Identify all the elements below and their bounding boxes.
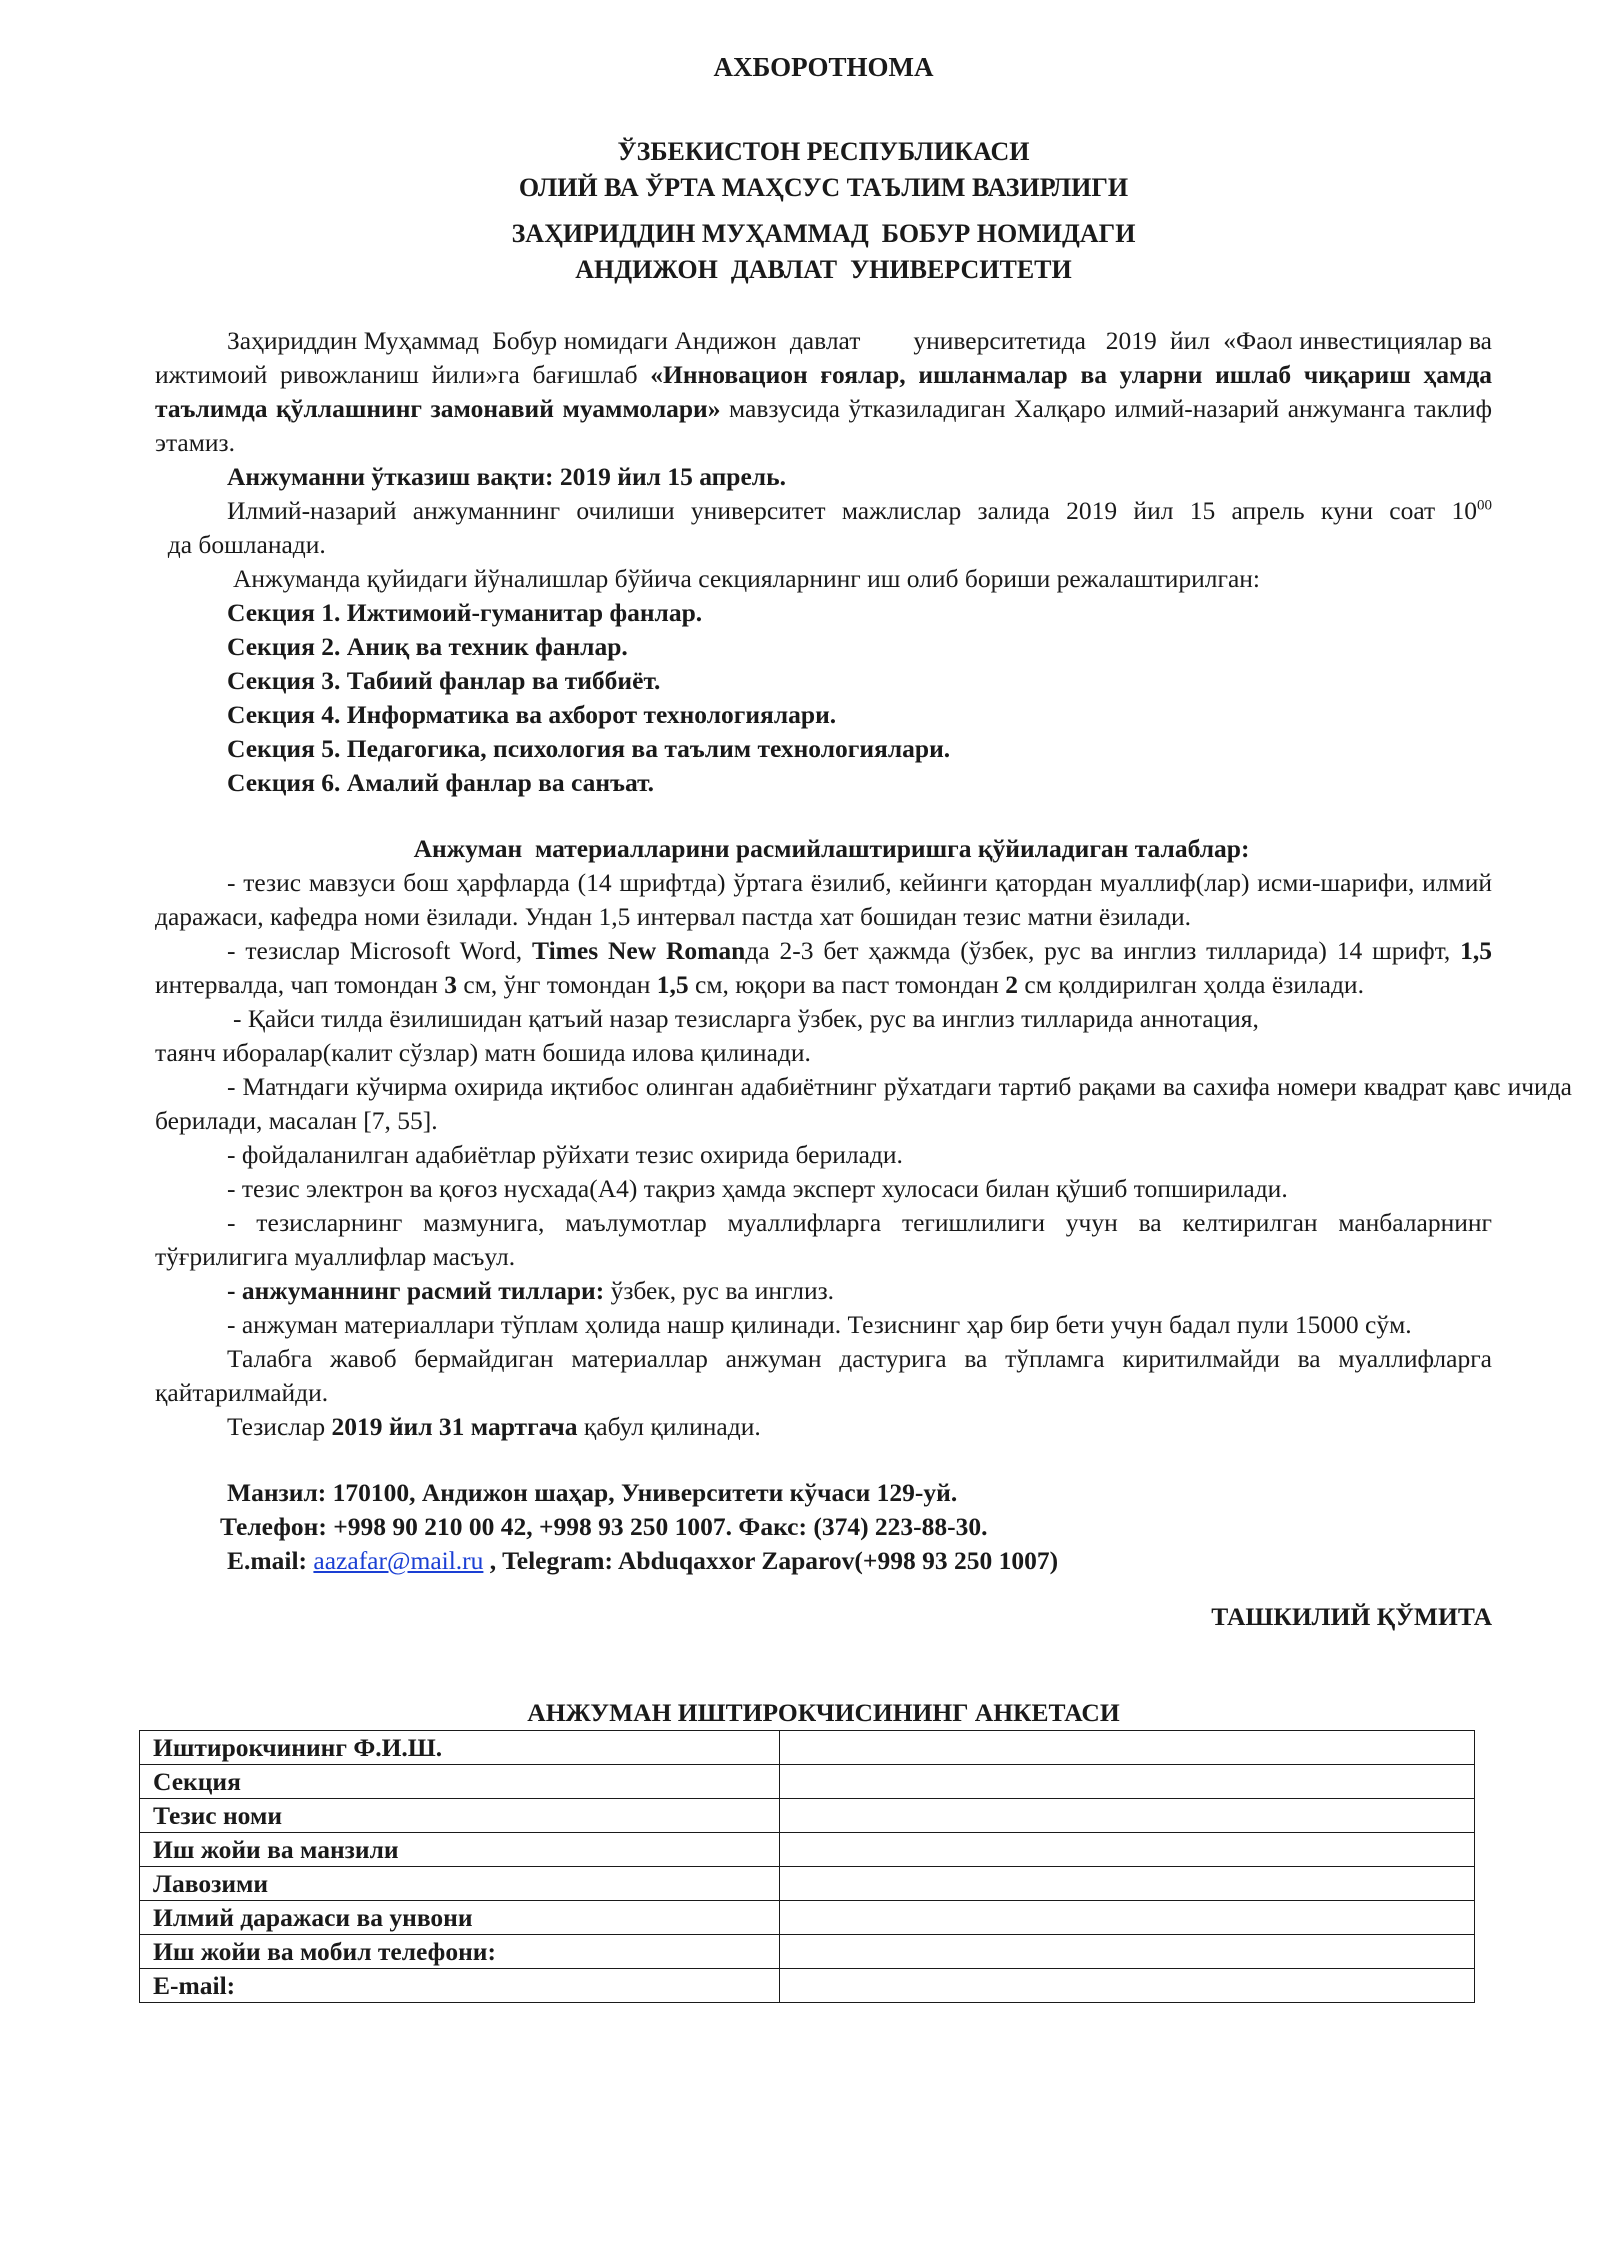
opening-text-end: да бошланади. (155, 530, 326, 559)
intro-text: Заҳириддин Муҳаммад Бобур номидаги Андижон давлат университетида 2019 йил «Фаол инвестициялар ва ижтимоий ривожланиш йили»га бағишлаб (155, 326, 1499, 389)
opening-paragraph (155, 494, 1492, 562)
form-field-value[interactable] (780, 1731, 1475, 1765)
table-row (140, 1969, 1475, 2003)
section-item: Секция 3. Табиий фанлар ва тиббиёт. (227, 666, 661, 695)
requirement-7: - тезисларнинг мазмунига, маълумотлар муаллифларга тегишлилиги учун ва келтирилган манбаларнинг тўғрилигига муаллифлар масъул. (155, 1208, 1492, 1271)
document-title: АХБОРОТНОМА (713, 52, 934, 82)
official-languages-label: - анжуманнинг расмий тиллари: (227, 1276, 605, 1305)
req2-text: см, ўнг томондан (457, 970, 657, 999)
table-row (140, 1935, 1475, 1969)
deadline-text: қабул қилинади. (577, 1412, 761, 1441)
section-item: Секция 4. Информатика ва ахборот технологиялари. (227, 700, 837, 729)
table-row (140, 1867, 1475, 1901)
email-link[interactable]: aazafar@mail.ru (313, 1546, 484, 1575)
table-row (140, 1901, 1475, 1935)
req2-text: - тезислар Microsoft Word, (227, 936, 533, 965)
req3-line-2: таянч иборалар(калит сўзлар) матн бошида илова қилинади. (155, 1038, 811, 1067)
req2-top-margin: 2 (1005, 970, 1019, 999)
requirement-6: - тезис электрон ва қоғоз нусхада(А4) тақриз ҳамда эксперт хулосаси билан қўшиб топширилади. (227, 1174, 1288, 1203)
form-field-label: Тезис номи (140, 1799, 780, 1833)
section-item: Секция 5. Педагогика, психология ва таълим технологиялари. (227, 734, 951, 763)
form-field-label: Илмий даражаси ва унвони (140, 1901, 780, 1935)
sections-intro: Анжуманда қуйидаги йўналишлар бўйича секцияларнинг иш олиб бориши режалаштирилган: (233, 564, 1261, 593)
requirement-3 (155, 1002, 1492, 1070)
requirements-title: Анжуман материалларини расмийлаштиришга қўйиладиган талаблар: (413, 834, 1250, 863)
requirement-8 (155, 1274, 1492, 1308)
contacts-block (155, 1476, 1492, 1578)
university-line-2: АНДИЖОН ДАВЛАТ УНИВЕРСИТЕТИ (575, 255, 1072, 284)
table-row (140, 1833, 1475, 1867)
form-field-label: Иш жойи ва мобил телефони: (140, 1935, 780, 1969)
form-field-label: Иштирокчининг Ф.И.Ш. (140, 1731, 780, 1765)
deadline-text: Тезислар (227, 1412, 332, 1441)
req2-text: да 2-3 бет ҳажмда (ўзбек, рус ва инглиз тилларида) 14 шрифт, (745, 936, 1461, 965)
deadline-date: 2019 йил 31 мартгача (331, 1412, 578, 1441)
form-field-label: Иш жойи ва манзили (140, 1833, 780, 1867)
requirement-1: - тезис мавзуси бош ҳарфларда (14 шрифтда) ўртага ёзилиб, кейинги қатордан муаллиф(лар) исми-шарифи, илмий даражаси, кафедра номи ёзилади. Ундан 1,5 интервал пастда хат бошидан тезис матни ёзилади. (155, 868, 1492, 931)
telegram-contact: , Telegram: Abduqaxxor Zaparov(+998 93 250 1007) (483, 1546, 1059, 1575)
form-field-value[interactable] (780, 1833, 1475, 1867)
req2-text: см, юқори ва паст томондан (688, 970, 1006, 999)
university-line-1: ЗАҲИРИДДИН МУҲАММАД БОБУР НОМИДАГИ (511, 219, 1136, 248)
sections-list (155, 596, 1492, 800)
requirement-2 (155, 934, 1492, 1002)
form-field-label: Секция (140, 1765, 780, 1799)
requirement-4: - Матндаги кўчирма охирида иқтибос олинган адабиётнинг рўхатдаги тартиб рақами ва сахифа номери квадрат қавс ичида берилади, масалан [7, 55]. (155, 1072, 1572, 1135)
requirement-9: - анжуман материаллари тўплам ҳолида нашр қилинади. Тезиснинг ҳар бир бети учун бадал пули 15000 сўм. (227, 1310, 1412, 1339)
opening-time-superscript: 00 (1477, 497, 1492, 514)
form-field-value[interactable] (780, 1765, 1475, 1799)
address-line: Манзил: 170100, Андижон шаҳар, Университети кўчаси 129-уй. (227, 1478, 958, 1507)
email-label: E.mail: (227, 1546, 314, 1575)
ministry-line-1: ЎЗБЕКИСТОН РЕСПУБЛИКАСИ (617, 137, 1030, 166)
intro-text-end: мавзусида ўтказиладиган Халқаро илмий-назарий анжуманга таклиф этамиз. (155, 394, 1493, 457)
requirement-10: Талабга жавоб бермайдиган материаллар анжуман дастурига ва тўпламга киритилмайди ва муаллифларга қайтарилмайди. (155, 1344, 1492, 1407)
req2-text: интервалда, чап томондан (155, 970, 445, 999)
form-field-value[interactable] (780, 1969, 1475, 2003)
req2-right-margin: 1,5 (656, 970, 689, 999)
requirement-5: - фойдаланилган адабиётлар рўйхати тезис охирида берилади. (227, 1140, 903, 1169)
document-page (153, 48, 1572, 2003)
ministry-line-2: ОЛИЙ ВА ЎРТА МАҲСУС ТАЪЛИМ ВАЗИРЛИГИ (518, 173, 1129, 202)
form-field-value[interactable] (780, 1799, 1475, 1833)
table-row (140, 1799, 1475, 1833)
table-row (140, 1731, 1475, 1765)
table-row (140, 1765, 1475, 1799)
form-field-label: E-mail: (140, 1969, 780, 2003)
req2-font: Times New Roman (532, 936, 746, 965)
conference-date: Анжуманни ўтказиш вақти: 2019 йил 15 апрель. (227, 462, 786, 491)
participant-form-table (139, 1730, 1475, 2003)
form-field-value[interactable] (780, 1867, 1475, 1901)
section-item: Секция 2. Аниқ ва техник фанлар. (227, 632, 628, 661)
organizing-committee: ТАШКИЛИЙ ҚЎМИТА (1211, 1602, 1492, 1631)
req2-text: см қолдирилган ҳолда ёзилади. (1018, 970, 1364, 999)
section-item: Секция 1. Ижтимоий-гуманитар фанлар. (227, 598, 703, 627)
participant-form-title: АНЖУМАН ИШТИРОКЧИСИНИНГ АНКЕТАСИ (527, 1698, 1120, 1727)
submission-deadline (155, 1410, 1492, 1444)
email-line (155, 1544, 1492, 1578)
req3-line-1: - Қайси тилда ёзилишидан қатъий назар тезисларга ўзбек, рус ва инглиз тилларида аннотация, (233, 1004, 1259, 1033)
conference-theme: «Инновацион ғоялар, ишланмалар ва уларни ишлаб чиқариш ҳамда таълимда қўллашнинг замонавий муаммолари» (155, 360, 1492, 423)
official-languages: ўзбек, рус ва инглиз. (604, 1276, 835, 1305)
intro-paragraph (155, 324, 1499, 460)
section-item: Секция 6. Амалий фанлар ва санъат. (227, 768, 655, 797)
opening-text: Илмий-назарий анжуманнинг очилиши университет мажлислар залида 2019 йил 15 апрель куни соат 10 (227, 496, 1477, 525)
form-field-value[interactable] (780, 1901, 1475, 1935)
req2-left-margin: 3 (444, 970, 458, 999)
req2-interval: 1,5 (1460, 936, 1492, 965)
phone-line: Телефон: +998 90 210 00 42, +998 93 250 1007. Факс: (374) 223-88-30. (220, 1512, 988, 1541)
form-field-label: Лавозими (140, 1867, 780, 1901)
form-field-value[interactable] (780, 1935, 1475, 1969)
